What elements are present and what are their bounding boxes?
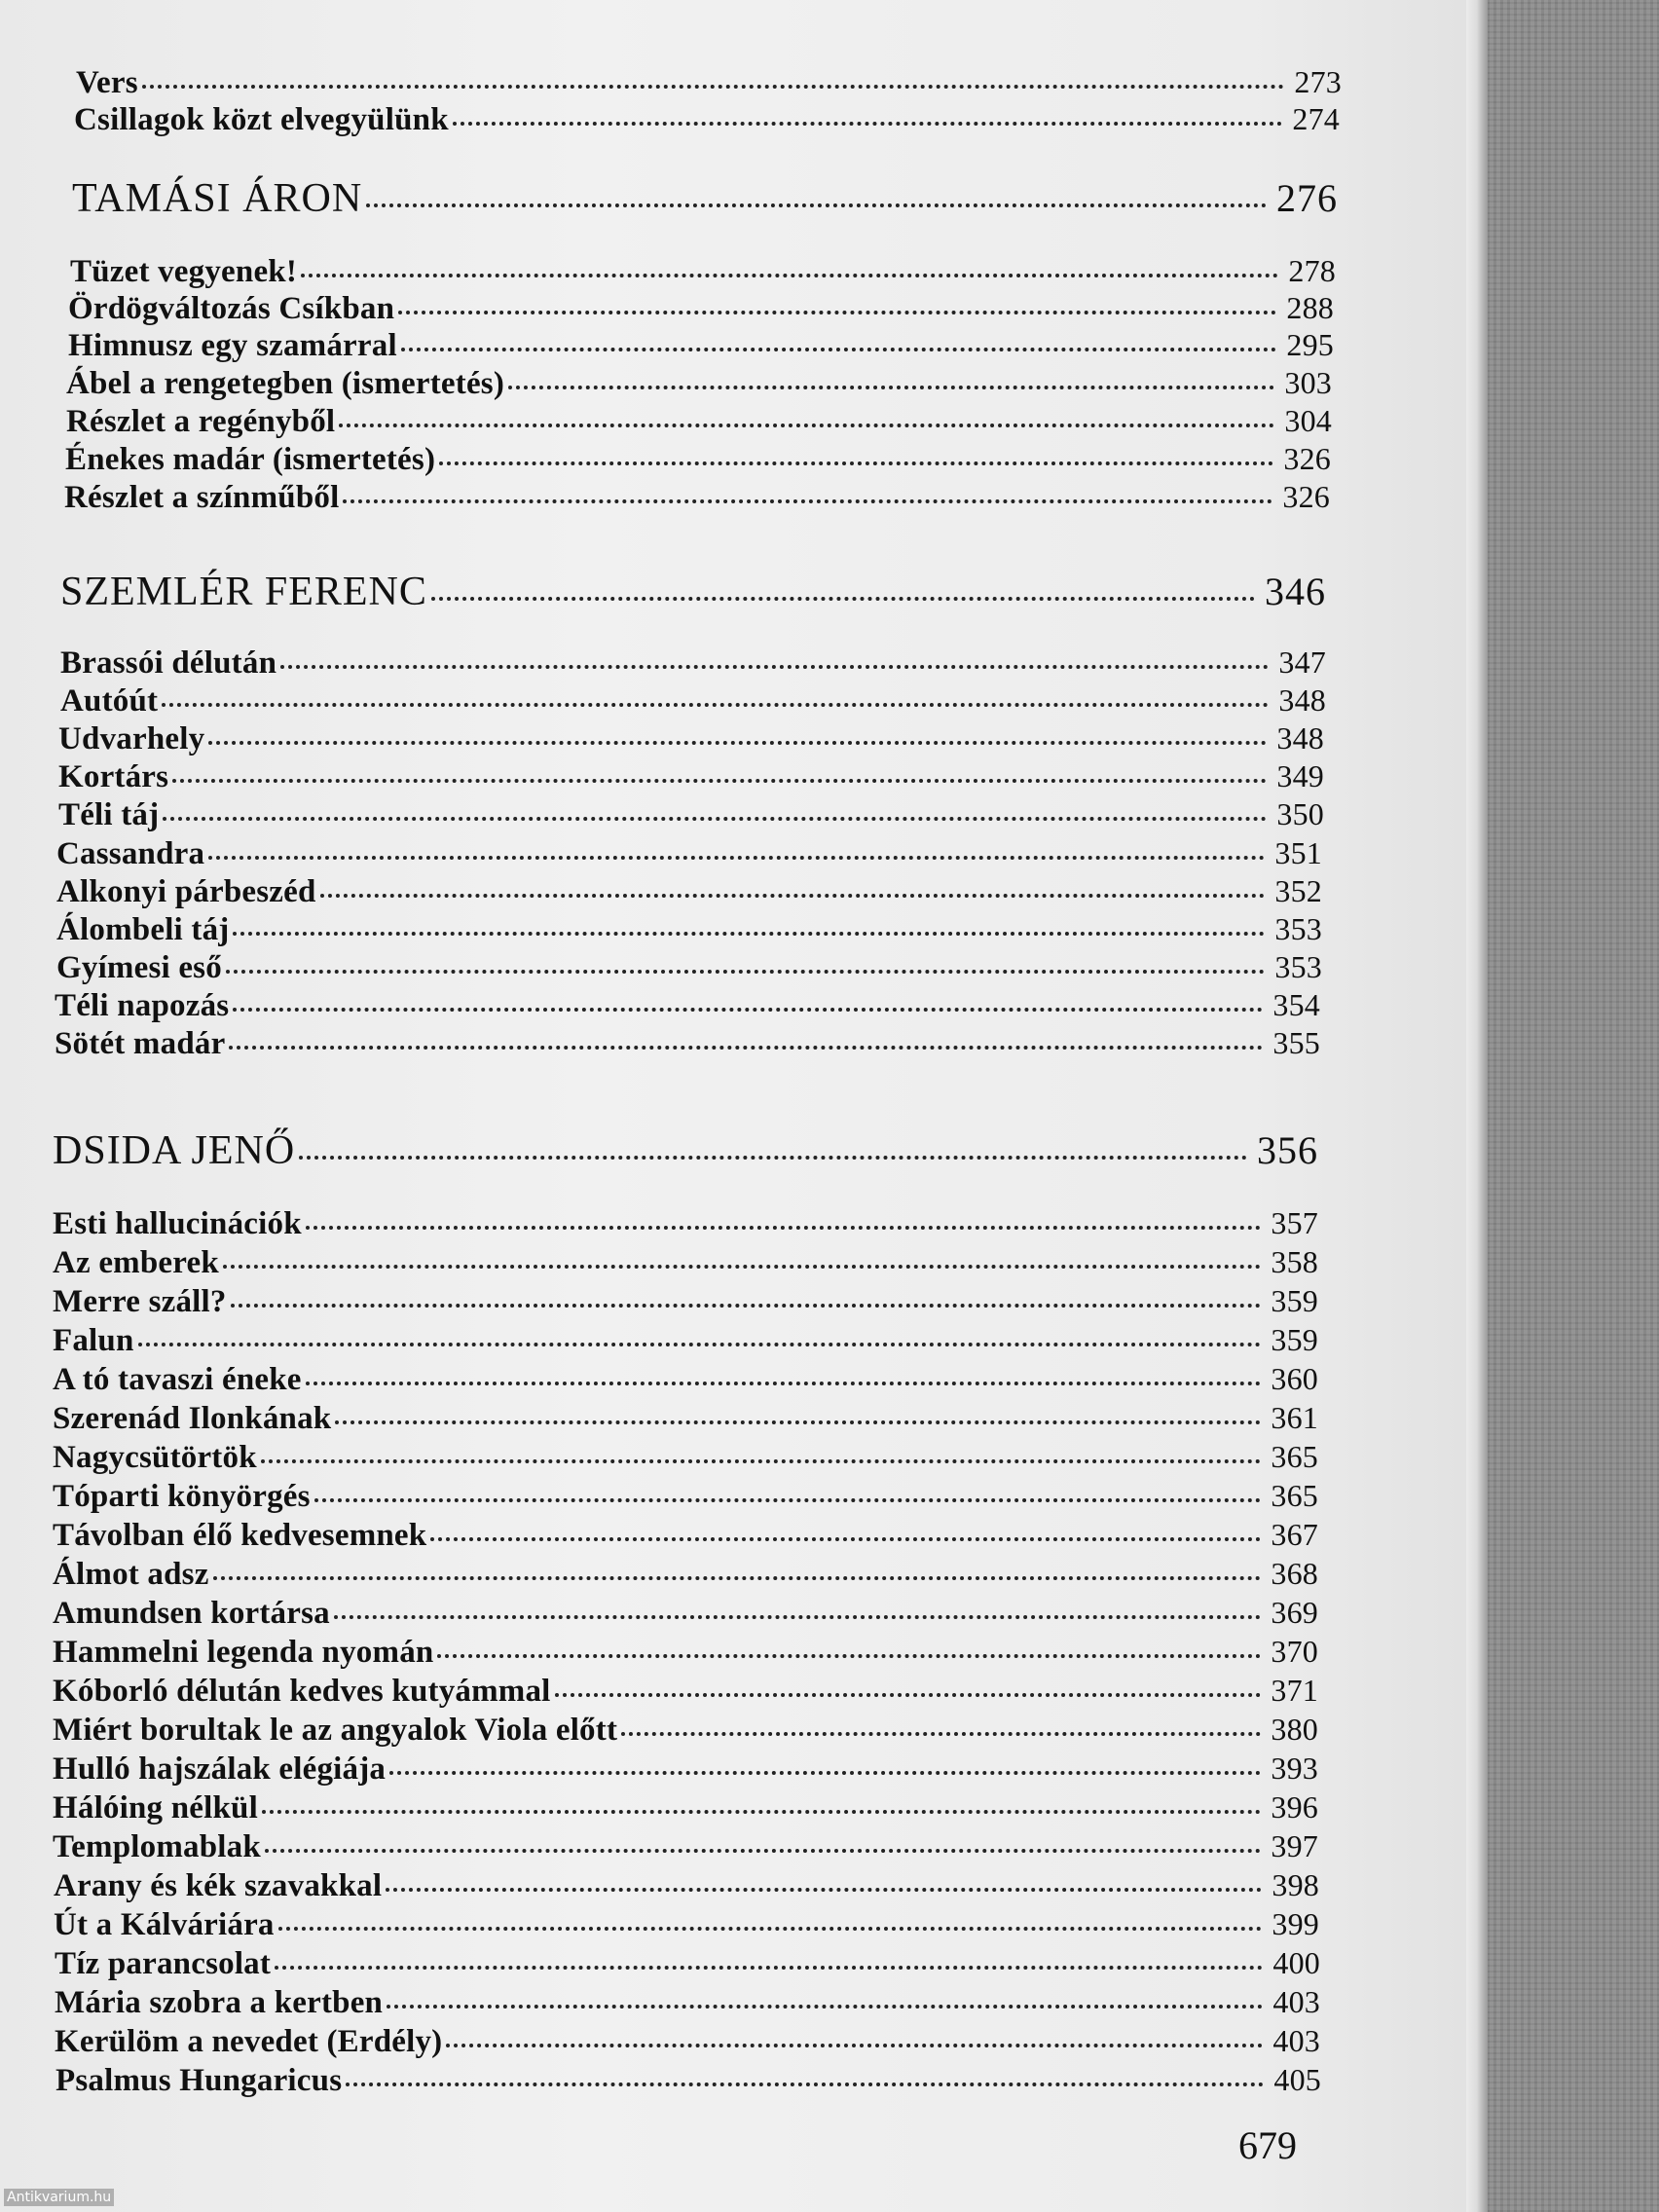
entry-title: Ábel a rengetegben (ismertetés) bbox=[66, 366, 505, 401]
entry-page: 397 bbox=[1271, 1828, 1318, 1863]
entry-title: Miért borultak le az angyalok Viola előtt bbox=[53, 1713, 618, 1748]
dot-leader bbox=[335, 1419, 1261, 1424]
entry-page: 370 bbox=[1271, 1634, 1318, 1669]
entry-title: Szerenád Ilonkának bbox=[53, 1401, 332, 1436]
dot-leader bbox=[555, 1692, 1262, 1697]
toc-entry bbox=[53, 1439, 1318, 1476]
dot-leader bbox=[299, 1155, 1247, 1160]
toc-entry bbox=[55, 1984, 1320, 2021]
entry-title: Részlet a színműből bbox=[64, 480, 340, 515]
entry-page: 352 bbox=[1274, 873, 1322, 908]
toc-entry bbox=[64, 479, 1330, 516]
dot-leader bbox=[208, 740, 1267, 745]
entry-page: 355 bbox=[1272, 1025, 1320, 1060]
dot-leader bbox=[314, 1497, 1262, 1502]
toc-entry bbox=[55, 987, 1320, 1024]
toc-entry bbox=[65, 441, 1331, 478]
toc-entry bbox=[74, 101, 1340, 138]
entry-title: Autóút bbox=[60, 683, 159, 719]
toc-entry bbox=[70, 253, 1336, 290]
entry-title: Kortárs bbox=[58, 759, 169, 794]
heading-title: DSIDA JENŐ bbox=[53, 1128, 296, 1173]
entry-page: 353 bbox=[1274, 949, 1322, 984]
entry-page: 304 bbox=[1284, 403, 1332, 438]
entry-page: 278 bbox=[1288, 253, 1336, 288]
toc-entry bbox=[66, 365, 1332, 402]
entry-title: Téli táj bbox=[58, 797, 160, 832]
toc-entry bbox=[53, 1673, 1318, 1710]
heading-page: 346 bbox=[1265, 570, 1326, 613]
toc-entry bbox=[56, 873, 1322, 910]
entry-title: Ördögváltozás Csíkban bbox=[68, 291, 395, 326]
entry-title: Távolban élő kedvesemnek bbox=[53, 1518, 427, 1553]
dot-leader bbox=[386, 1887, 1262, 1892]
dot-leader bbox=[334, 1614, 1262, 1619]
toc-entry bbox=[60, 645, 1326, 682]
toc-entry bbox=[53, 1712, 1318, 1749]
entry-title: Gyímesi eső bbox=[56, 950, 222, 985]
heading-page: 356 bbox=[1257, 1128, 1318, 1172]
toc-entry bbox=[68, 327, 1334, 364]
dot-leader bbox=[213, 1575, 1262, 1580]
dot-leader bbox=[208, 855, 1265, 860]
toc-entry bbox=[55, 1945, 1320, 1982]
dot-leader bbox=[142, 84, 1285, 89]
dot-leader bbox=[231, 1303, 1262, 1308]
entry-page: 365 bbox=[1271, 1478, 1318, 1513]
dot-leader bbox=[226, 969, 1265, 974]
dot-leader bbox=[437, 1653, 1261, 1658]
entry-page: 365 bbox=[1271, 1439, 1318, 1474]
entry-title: Psalmus Hungaricus bbox=[55, 2063, 343, 2098]
toc-entry bbox=[56, 911, 1322, 948]
entry-title: Téli napozás bbox=[55, 988, 230, 1023]
entry-title: Részlet a regényből bbox=[66, 404, 336, 439]
entry-title: Tüzet vegyenek! bbox=[70, 254, 298, 289]
entry-title: Hulló hajszálak elégiája bbox=[53, 1751, 387, 1787]
entry-title: Udvarhely bbox=[58, 721, 205, 756]
dot-leader bbox=[453, 121, 1283, 126]
entry-page: 348 bbox=[1276, 720, 1324, 756]
entry-title: Hammelni legenda nyomán bbox=[53, 1635, 434, 1670]
dot-leader bbox=[343, 498, 1272, 503]
toc-entry bbox=[53, 1828, 1318, 1865]
dot-leader bbox=[401, 347, 1277, 351]
toc-entry bbox=[56, 835, 1322, 872]
entry-page: 399 bbox=[1272, 1906, 1319, 1941]
entry-page: 396 bbox=[1271, 1789, 1318, 1825]
dot-leader bbox=[439, 461, 1273, 465]
entry-page: 367 bbox=[1271, 1517, 1318, 1552]
dot-leader bbox=[233, 1007, 1263, 1012]
toc-entry bbox=[55, 1025, 1320, 1062]
dot-leader bbox=[223, 1264, 1261, 1269]
entry-title: Csillagok közt elvegyülünk bbox=[74, 102, 449, 137]
entry-page: 351 bbox=[1274, 835, 1322, 870]
dot-leader bbox=[389, 1770, 1261, 1775]
entry-title: Mária szobra a kertben bbox=[55, 1985, 384, 2020]
toc-entry bbox=[76, 64, 1342, 101]
toc-entry bbox=[58, 758, 1324, 795]
toc-entry bbox=[58, 796, 1324, 833]
entry-page: 288 bbox=[1286, 290, 1334, 325]
entry-title: Vers bbox=[76, 65, 138, 100]
entry-page: 361 bbox=[1271, 1400, 1318, 1435]
entry-page: 398 bbox=[1272, 1867, 1319, 1902]
dot-leader bbox=[508, 385, 1274, 389]
heading-title: SZEMLÉR FERENC bbox=[60, 570, 427, 614]
dot-leader bbox=[346, 2082, 1264, 2086]
dot-leader bbox=[162, 702, 1269, 707]
entry-title: Kóborló délután kedves kutyámmal bbox=[53, 1674, 551, 1709]
entry-page: 393 bbox=[1271, 1751, 1318, 1786]
dot-leader bbox=[301, 273, 1278, 277]
entry-page: 403 bbox=[1272, 2023, 1320, 2058]
toc-entry bbox=[53, 1556, 1318, 1593]
toc-entry bbox=[53, 1322, 1318, 1359]
dot-leader bbox=[621, 1731, 1261, 1736]
dot-leader bbox=[278, 1926, 1263, 1931]
entry-page: 274 bbox=[1292, 101, 1340, 136]
entry-title: Amundsen kortársa bbox=[53, 1596, 330, 1631]
toc-entry bbox=[53, 1361, 1318, 1398]
entry-title: Nagycsütörtök bbox=[53, 1440, 257, 1475]
entry-page: 349 bbox=[1276, 758, 1324, 793]
dot-leader bbox=[306, 1381, 1262, 1385]
entry-page: 357 bbox=[1271, 1205, 1318, 1240]
entry-page: 348 bbox=[1278, 682, 1326, 718]
dot-leader bbox=[262, 1809, 1261, 1814]
entry-title: Himnusz egy szamárral bbox=[68, 328, 397, 363]
entry-title: Tíz parancsolat bbox=[55, 1946, 272, 1981]
entry-page: 350 bbox=[1276, 796, 1324, 831]
toc-section-heading bbox=[53, 1127, 1318, 1174]
toc-entry bbox=[60, 682, 1326, 719]
dot-leader bbox=[430, 1536, 1261, 1541]
toc-entry bbox=[54, 1906, 1319, 1943]
dot-leader bbox=[306, 1225, 1262, 1230]
entry-page: 403 bbox=[1272, 1984, 1320, 2019]
entry-page: 295 bbox=[1286, 327, 1334, 362]
entry-page: 371 bbox=[1271, 1673, 1318, 1708]
dot-leader bbox=[233, 931, 1265, 936]
dot-leader bbox=[431, 596, 1255, 601]
entry-page: 326 bbox=[1283, 441, 1331, 476]
entry-page: 273 bbox=[1294, 64, 1342, 99]
toc-entry bbox=[53, 1634, 1318, 1671]
entry-page: 400 bbox=[1272, 1945, 1320, 1980]
dot-leader bbox=[229, 1045, 1263, 1050]
heading-title: TAMÁSI ÁRON bbox=[72, 176, 363, 221]
entry-title: Sötét madár bbox=[55, 1026, 226, 1061]
toc-entry bbox=[55, 2062, 1321, 2099]
entry-title: Falun bbox=[53, 1323, 134, 1358]
entry-page: 360 bbox=[1271, 1361, 1318, 1396]
entry-title: Álombeli táj bbox=[56, 912, 230, 947]
toc-entry bbox=[53, 1478, 1318, 1515]
toc-entry bbox=[58, 720, 1324, 757]
toc-entry bbox=[53, 1400, 1318, 1437]
entry-title: Hálóing nélkül bbox=[53, 1790, 258, 1825]
entry-title: Tóparti könyörgés bbox=[53, 1479, 311, 1514]
toc-entry bbox=[53, 1595, 1318, 1632]
entry-title: Merre száll? bbox=[53, 1284, 227, 1319]
entry-page: 380 bbox=[1271, 1712, 1318, 1747]
page-number: 679 bbox=[1238, 2123, 1297, 2167]
watermark: Antikvarium.hu bbox=[4, 2189, 114, 2206]
dot-leader bbox=[366, 203, 1267, 207]
toc-entry bbox=[53, 1283, 1318, 1320]
toc-entry bbox=[53, 1205, 1318, 1242]
entry-page: 326 bbox=[1282, 479, 1330, 514]
entry-page: 353 bbox=[1274, 911, 1322, 946]
entry-title: Kerülöm a nevedet (Erdély) bbox=[55, 2024, 443, 2059]
entry-title: Arany és kék szavakkal bbox=[54, 1868, 383, 1903]
dot-leader bbox=[320, 893, 1266, 898]
entry-page: 347 bbox=[1278, 645, 1326, 680]
fabric-background bbox=[1480, 0, 1659, 2212]
entry-page: 358 bbox=[1271, 1244, 1318, 1279]
dot-leader bbox=[261, 1458, 1262, 1463]
entry-title: A tó tavaszi éneke bbox=[53, 1362, 302, 1397]
dot-leader bbox=[275, 1965, 1263, 1970]
entry-page: 359 bbox=[1271, 1283, 1318, 1318]
entry-page: 303 bbox=[1284, 365, 1332, 400]
toc-entry bbox=[56, 949, 1322, 986]
entry-title: Az emberek bbox=[53, 1245, 219, 1280]
toc-section-heading bbox=[60, 569, 1326, 615]
entry-page: 405 bbox=[1273, 2062, 1321, 2097]
entry-title: Templomablak bbox=[53, 1829, 261, 1864]
dot-leader bbox=[339, 423, 1274, 427]
toc-section-heading bbox=[72, 175, 1338, 222]
toc-entry bbox=[53, 1517, 1318, 1554]
dot-leader bbox=[265, 1848, 1261, 1853]
dot-leader bbox=[446, 2043, 1263, 2047]
entry-title: Alkonyi párbeszéd bbox=[56, 874, 316, 909]
entry-title: Brassói délután bbox=[60, 645, 277, 681]
toc-entry bbox=[54, 1867, 1319, 1904]
entry-page: 359 bbox=[1271, 1322, 1318, 1357]
toc-entry bbox=[68, 290, 1334, 327]
entry-title: Út a Kálváriára bbox=[54, 1907, 275, 1942]
heading-page: 276 bbox=[1276, 176, 1338, 220]
entry-title: Énekes madár (ismertetés) bbox=[65, 442, 436, 477]
dot-leader bbox=[387, 2004, 1263, 2009]
entry-page: 354 bbox=[1272, 987, 1320, 1022]
dot-leader bbox=[280, 664, 1269, 669]
toc-entry bbox=[53, 1751, 1318, 1788]
toc-entry bbox=[53, 1789, 1318, 1826]
entry-title: Álmot adsz bbox=[53, 1557, 209, 1592]
dot-leader bbox=[138, 1342, 1262, 1346]
toc-entry bbox=[53, 1244, 1318, 1281]
entry-title: Esti hallucinációk bbox=[53, 1206, 302, 1241]
entry-title: Cassandra bbox=[56, 836, 205, 871]
dot-leader bbox=[398, 310, 1276, 314]
dot-leader bbox=[163, 816, 1267, 821]
toc-entry bbox=[55, 2023, 1320, 2060]
dot-leader bbox=[172, 778, 1267, 783]
entry-page: 369 bbox=[1271, 1595, 1318, 1630]
toc-entry bbox=[66, 403, 1332, 440]
entry-page: 368 bbox=[1271, 1556, 1318, 1591]
